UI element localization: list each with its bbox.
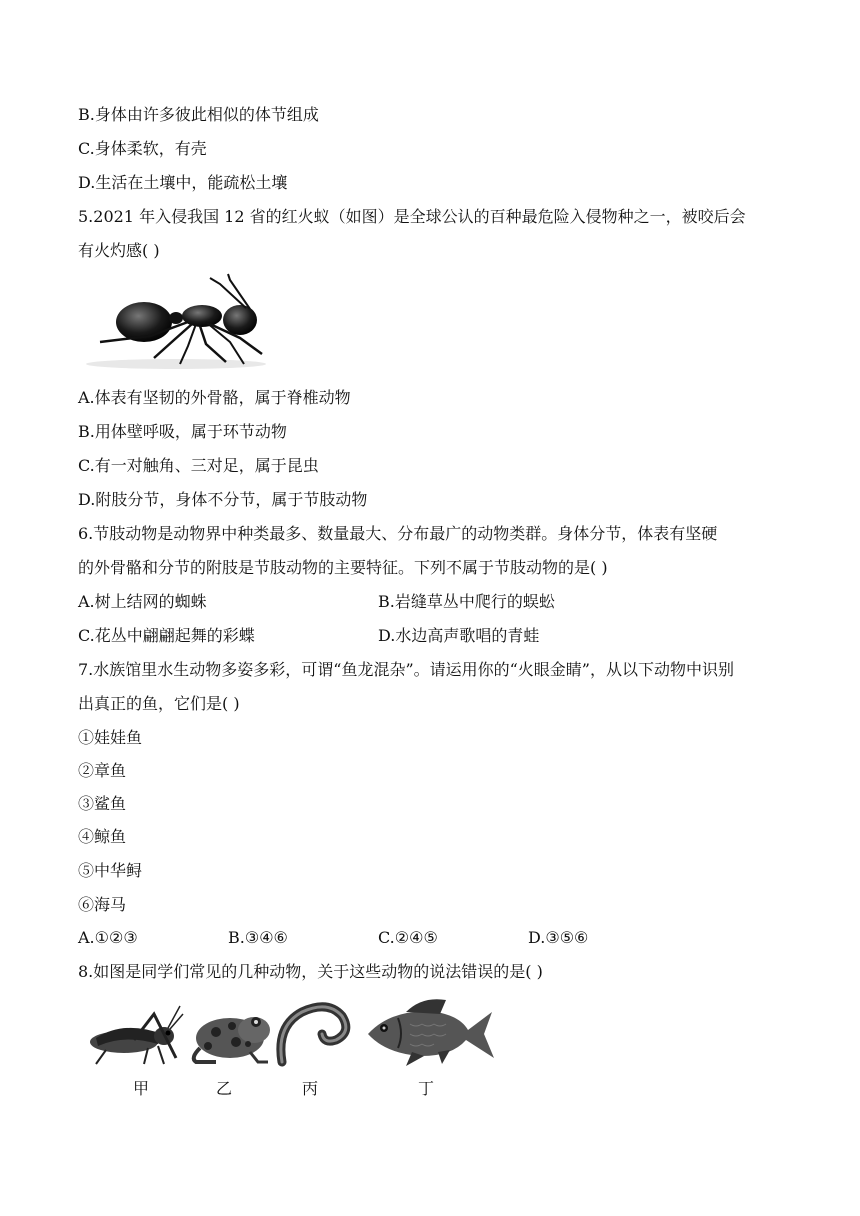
grasshopper-image <box>84 1000 184 1070</box>
q5-stem-line2: 有火灼感( ) <box>78 241 160 260</box>
q7-stem-line1: 7.水族馆里水生动物多姿多彩，可谓“鱼龙混杂”。请运用你的“火眼金睛”，从以下动物中识别 <box>78 660 734 679</box>
q7-option-d: D.③⑤⑥ <box>528 928 589 947</box>
q5-option-d: D.附肢分节，身体不分节，属于节肢动物 <box>78 490 368 509</box>
earthworm-image <box>272 996 358 1070</box>
q8-stem: 8.如图是同学们常见的几种动物，关于这些动物的说法错误的是( ) <box>78 962 543 981</box>
label-yi: 乙 <box>216 1079 233 1098</box>
label-ding: 丁 <box>418 1079 435 1098</box>
q6-stem-line2: 的外骨骼和分节的附肢是节肢动物的主要特征。下列不属于节肢动物的是( ) <box>78 558 608 577</box>
q6-stem-line1: 6.节肢动物是动物界中种类最多、数量最大、分布最广的动物类群。身体分节，体表有坚硬 <box>78 524 718 543</box>
q7-stem-line2: 出真正的鱼，它们是( ) <box>78 694 240 713</box>
q5-option-c: C.有一对触角、三对足，属于昆虫 <box>78 456 319 475</box>
q7-option-c: C.②④⑤ <box>378 928 438 947</box>
q6-option-b: B.岩缝草丛中爬行的蜈蚣 <box>378 592 555 611</box>
q6-option-d: D.水边高声歌唱的青蛙 <box>378 626 540 645</box>
q6-option-a: A.树上结网的蜘蛛 <box>78 592 207 611</box>
q7-item-5: ⑤中华鲟 <box>78 861 143 880</box>
q5-stem-line1: 5.2021 年入侵我国 12 省的红火蚁（如图）是全球公认的百种最危险入侵物种之一，被咬后会 <box>78 207 746 226</box>
q7-item-4: ④鲸鱼 <box>78 827 127 846</box>
q7-item-1: ①娃娃鱼 <box>78 728 143 747</box>
q4-option-c: C.身体柔软，有壳 <box>78 139 207 158</box>
q4-option-b: B.身体由许多彼此相似的体节组成 <box>78 105 319 124</box>
q7-item-3: ③鲨鱼 <box>78 794 127 813</box>
label-jia: 甲 <box>133 1079 150 1098</box>
frog-image <box>186 1004 276 1066</box>
q6-option-c: C.花丛中翩翩起舞的彩蝶 <box>78 626 255 645</box>
label-bing: 丙 <box>302 1079 319 1098</box>
q5-option-a: A.体表有坚韧的外骨骼，属于脊椎动物 <box>78 388 351 407</box>
q5-option-b: B.用体壁呼吸，属于环节动物 <box>78 422 287 441</box>
q7-item-6: ⑥海马 <box>78 895 127 914</box>
fire-ant-image <box>80 272 272 372</box>
q7-option-b: B.③④⑥ <box>228 928 288 947</box>
q7-item-2: ②章鱼 <box>78 761 127 780</box>
fish-image <box>362 994 496 1070</box>
q7-option-a: A.①②③ <box>78 928 138 947</box>
q4-option-d: D.生活在土壤中，能疏松土壤 <box>78 173 288 192</box>
